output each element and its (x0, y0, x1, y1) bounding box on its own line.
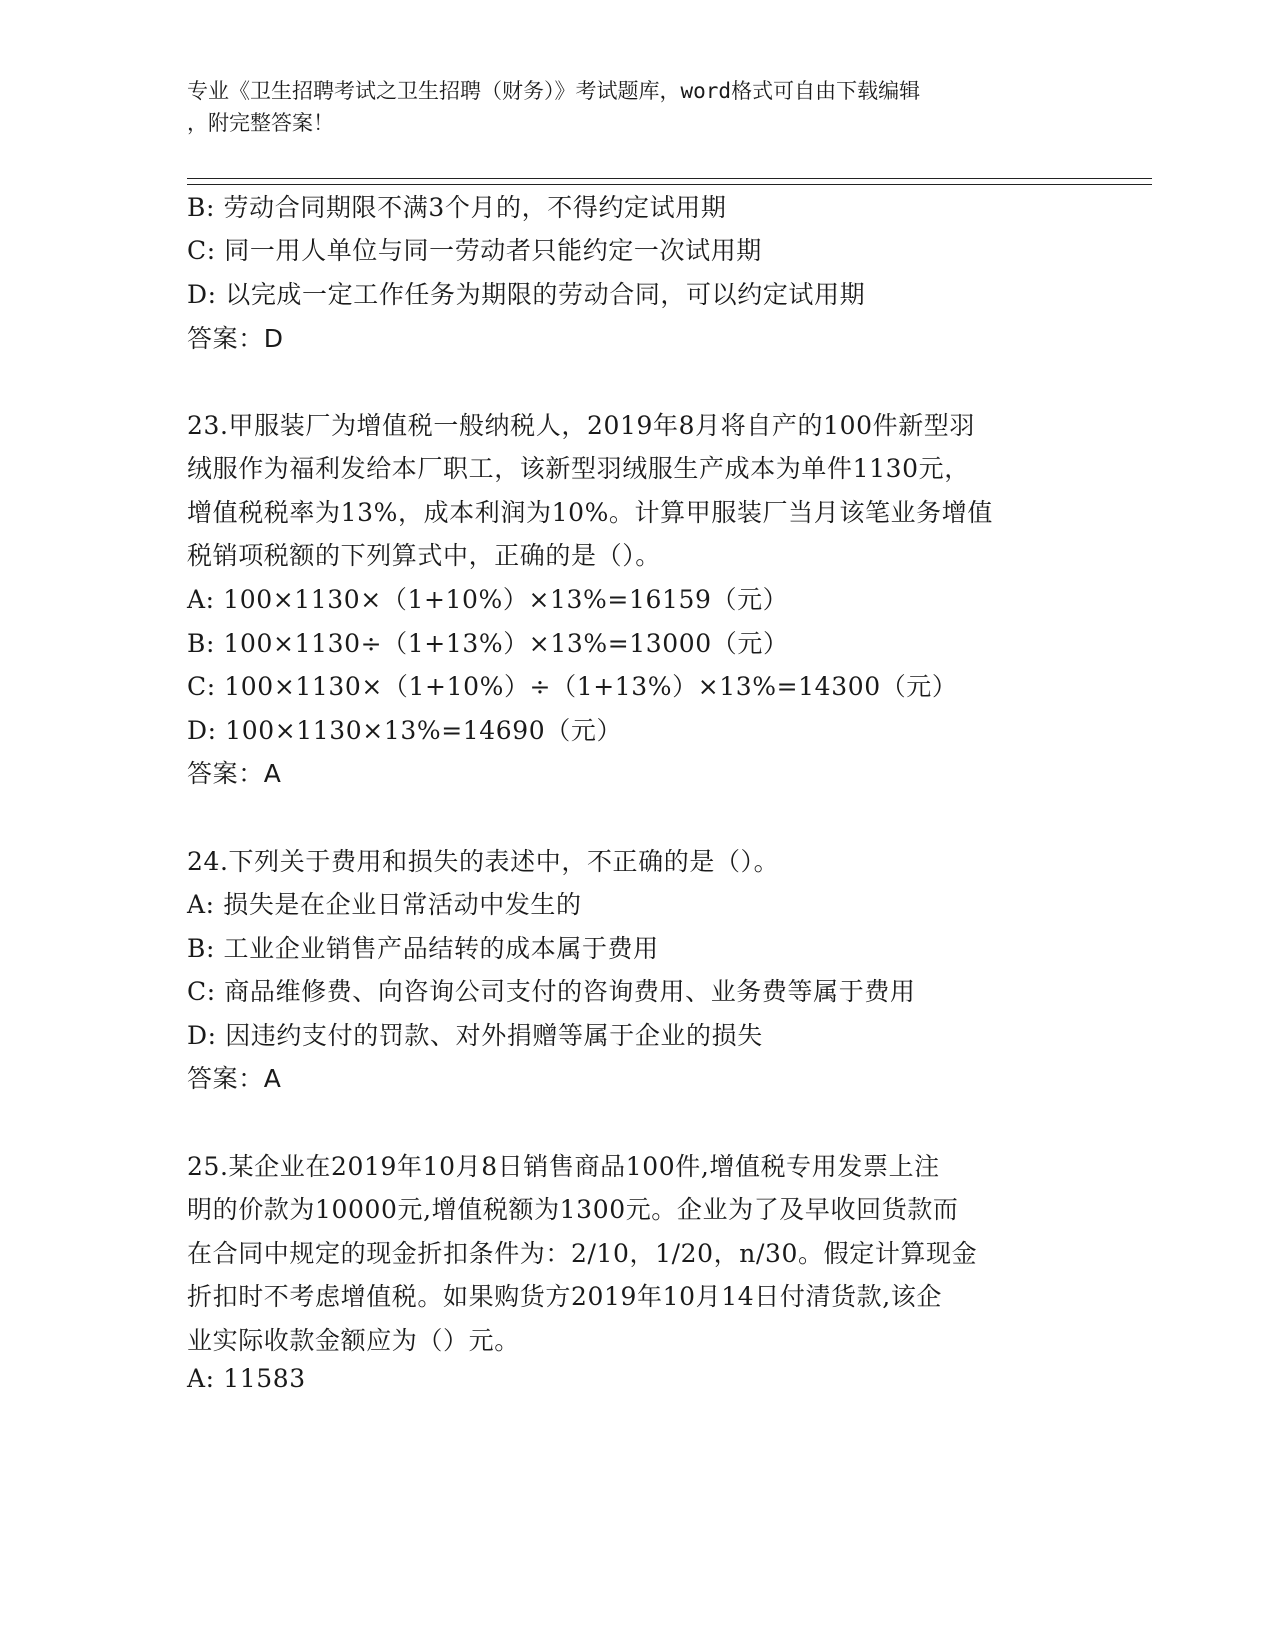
question-25-option-a: A: 11583 (187, 1364, 306, 1393)
question-24-option-c: C: 商品维修费、向咨询公司支付的咨询费用、业务费等属于费用 (187, 977, 916, 1006)
question-23-option-a: A: 100×1130×（1+10%）×13%=16159（元） (187, 585, 789, 614)
question-23-stem-line: 绒服作为福利发给本厂职工，该新型羽绒服生产成本为单件1130元， (187, 454, 970, 483)
question-23-answer: 答案：A (187, 759, 282, 788)
option-b: B: 劳动合同期限不满3个月的，不得约定试用期 (187, 193, 727, 222)
document-header (187, 75, 1067, 139)
question-25-stem-line: 明的价款为10000元,增值税额为1300元。企业为了及早收回货款而 (187, 1195, 959, 1224)
question-24-option-b: B: 工业企业销售产品结转的成本属于费用 (187, 934, 659, 963)
question-25-stem-line: 在合同中规定的现金折扣条件为：2/10，1/20，n/30。假定计算现金 (187, 1239, 978, 1268)
question-25-stem-line: 业实际收款金额应为（）元。 (187, 1326, 520, 1355)
answer: 答案：D (187, 324, 284, 353)
question-23-option-c: C: 100×1130×（1+10%）÷（1+13%）×13%=14300（元） (187, 672, 958, 701)
header-line-1: 专业《卫生招聘考试之卫生招聘（财务）》考试题库，word格式可自由下载编辑 (187, 79, 921, 103)
question-23-option-b: B: 100×1130÷（1+13%）×13%=13000（元） (187, 629, 789, 658)
question-23-stem-line: 税销项税额的下列算式中，正确的是（）。 (187, 541, 661, 570)
option-c: C: 同一用人单位与同一劳动者只能约定一次试用期 (187, 236, 762, 265)
question-25-stem-line: 25.某企业在2019年10月8日销售商品100件,增值税专用发票上注 (187, 1152, 940, 1181)
question-25-stem-line: 折扣时不考虑增值税。如果购货方2019年10月14日付清货款,该企 (187, 1282, 942, 1311)
option-d: D: 以完成一定工作任务为期限的劳动合同，可以约定试用期 (187, 280, 866, 309)
question-23-stem-line: 增值税税率为13%，成本利润为10%。计算甲服装厂当月该笔业务增值 (187, 498, 993, 527)
header-divider-top (187, 178, 1152, 179)
header-line-2: ，附完整答案！ (187, 111, 334, 135)
question-24-answer: 答案：A (187, 1064, 282, 1093)
question-23-option-d: D: 100×1130×13%=14690（元） (187, 716, 623, 745)
question-23-stem-line: 23.甲服装厂为增值税一般纳税人，2019年8月将自产的100件新型羽 (187, 411, 976, 440)
question-24-option-a: A: 损失是在企业日常活动中发生的 (187, 890, 582, 919)
header-divider-bottom (187, 184, 1152, 185)
question-24-option-d: D: 因违约支付的罚款、对外捐赠等属于企业的损失 (187, 1021, 763, 1050)
question-24-stem-line: 24.下列关于费用和损失的表述中，不正确的是（）。 (187, 847, 780, 876)
